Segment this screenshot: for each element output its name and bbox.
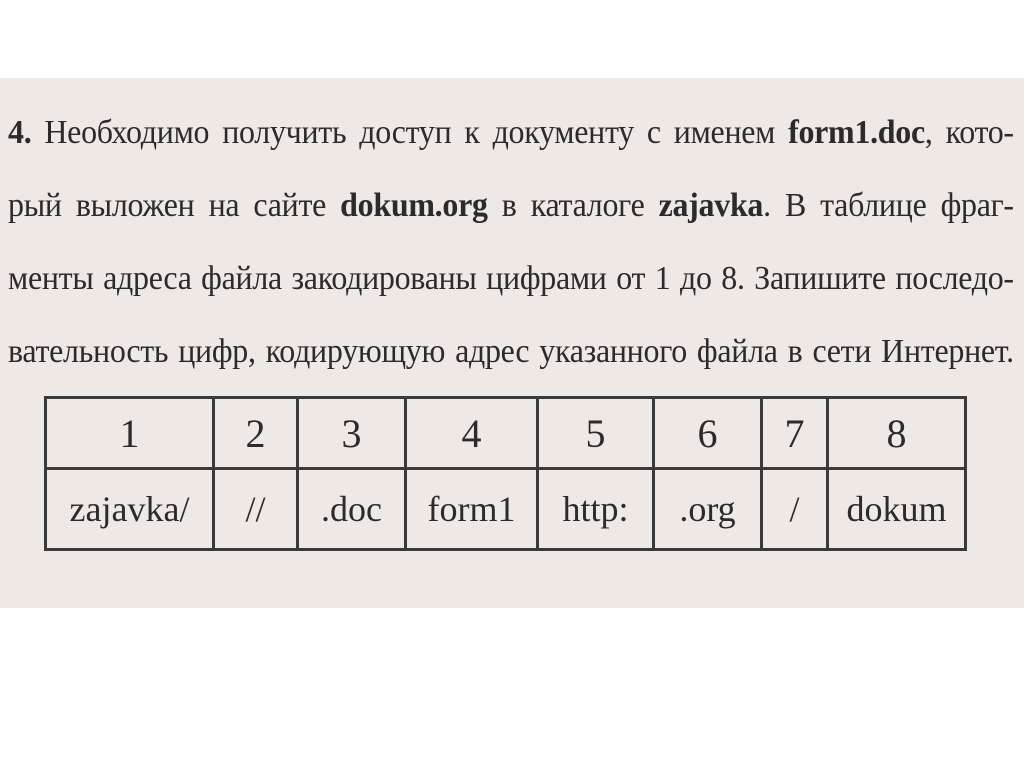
task-line-3: менты адреса файла закодированы цифрами от 1 до 8. Запишите последо- [8,260,1014,297]
task-text [8,96,1014,388]
scanned-page [0,78,1024,608]
table-cell-fragment: // [214,469,298,550]
table-cell-number: 6 [654,398,762,469]
table-cell-number: 7 [762,398,828,469]
table-cell-fragment: zajavka/ [46,469,214,550]
table-cell-fragment: http: [538,469,654,550]
task-line-1: 4. Необходимо получить доступ к документу с именем form1.doc, кото- [8,114,1014,151]
task-line-4: вательность цифр, кодирующую адрес указанного файла в сети Интернет. [8,333,1014,370]
file-name: form1.doc [788,114,925,151]
table-cell-number: 2 [214,398,298,469]
table-cell-fragment: .doc [298,469,406,550]
table-cell-fragment: dokum [828,469,966,550]
table-cell-fragment: form1 [406,469,538,550]
table-cell-number: 4 [406,398,538,469]
table-cell-number: 3 [298,398,406,469]
task-line-2: рый выложен на сайте dokum.org в каталоге zajavka. В таблице фраг- [8,187,1014,224]
table-cell-number: 1 [46,398,214,469]
table-cell-fragment: .org [654,469,762,550]
table-cell-fragment: / [762,469,828,550]
table-cell-number: 8 [828,398,966,469]
site-name: dokum.org [340,187,488,224]
code-table [44,396,967,551]
table-cell-number: 5 [538,398,654,469]
table-row-fragments [46,469,966,550]
table-row-numbers [46,398,966,469]
catalog-name: zajavka [658,187,764,224]
task-number: 4. [8,114,32,151]
